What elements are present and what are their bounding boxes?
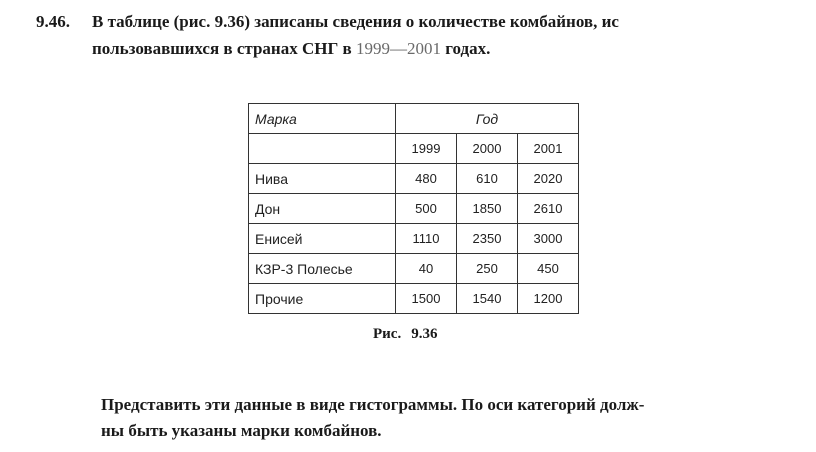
value-cell: 500 bbox=[396, 194, 457, 224]
table-row bbox=[249, 254, 579, 284]
value-cell: 480 bbox=[396, 164, 457, 194]
task-line-1: Представить эти данные в виде гистограммы. По оси категорий долж- bbox=[101, 395, 645, 414]
problem-number: 9.46. bbox=[36, 12, 70, 31]
value-cell: 250 bbox=[457, 254, 518, 284]
brand-header: Марка bbox=[249, 104, 396, 134]
value-cell: 1850 bbox=[457, 194, 518, 224]
empty-cell bbox=[249, 134, 396, 164]
caption-label: Рис. bbox=[373, 326, 402, 342]
problem-line-1 bbox=[36, 8, 786, 35]
caption-number: 9.36 bbox=[411, 326, 438, 342]
value-cell: 3000 bbox=[518, 224, 579, 254]
figure-caption bbox=[373, 326, 437, 343]
value-cell: 1110 bbox=[396, 224, 457, 254]
year-cell: 2000 bbox=[457, 134, 518, 164]
table-row bbox=[249, 284, 579, 314]
brand-cell: КЗР-3 Полесье bbox=[249, 254, 396, 284]
value-cell: 1200 bbox=[518, 284, 579, 314]
value-cell: 1540 bbox=[457, 284, 518, 314]
value-cell: 1500 bbox=[396, 284, 457, 314]
year-cell: 1999 bbox=[396, 134, 457, 164]
year-header: Год bbox=[396, 104, 579, 134]
brand-cell: Прочие bbox=[249, 284, 396, 314]
problem-text-1: В таблице (рис. 9.36) записаны сведения о количестве комбайнов, ис bbox=[92, 12, 619, 31]
task-line-2: ны быть указаны марки комбайнов. bbox=[101, 421, 382, 440]
table-row bbox=[249, 224, 579, 254]
value-cell: 2020 bbox=[518, 164, 579, 194]
problem-statement bbox=[36, 8, 786, 62]
brand-cell: Нива bbox=[249, 164, 396, 194]
task-statement bbox=[101, 392, 791, 444]
table-years-row bbox=[249, 134, 579, 164]
brand-cell: Енисей bbox=[249, 224, 396, 254]
problem-text-2-end: годах. bbox=[440, 39, 491, 58]
table-row bbox=[249, 194, 579, 224]
years-range: 1999—2001 bbox=[355, 39, 441, 58]
value-cell: 450 bbox=[518, 254, 579, 284]
combines-table bbox=[248, 103, 579, 314]
value-cell: 610 bbox=[457, 164, 518, 194]
value-cell: 40 bbox=[396, 254, 457, 284]
year-cell: 2001 bbox=[518, 134, 579, 164]
value-cell: 2610 bbox=[518, 194, 579, 224]
brand-cell: Дон bbox=[249, 194, 396, 224]
problem-line-2 bbox=[36, 35, 786, 62]
table-header-row bbox=[249, 104, 579, 134]
value-cell: 2350 bbox=[457, 224, 518, 254]
table-row bbox=[249, 164, 579, 194]
problem-text-2-start: пользовавшихся в странах СНГ в bbox=[92, 39, 356, 58]
